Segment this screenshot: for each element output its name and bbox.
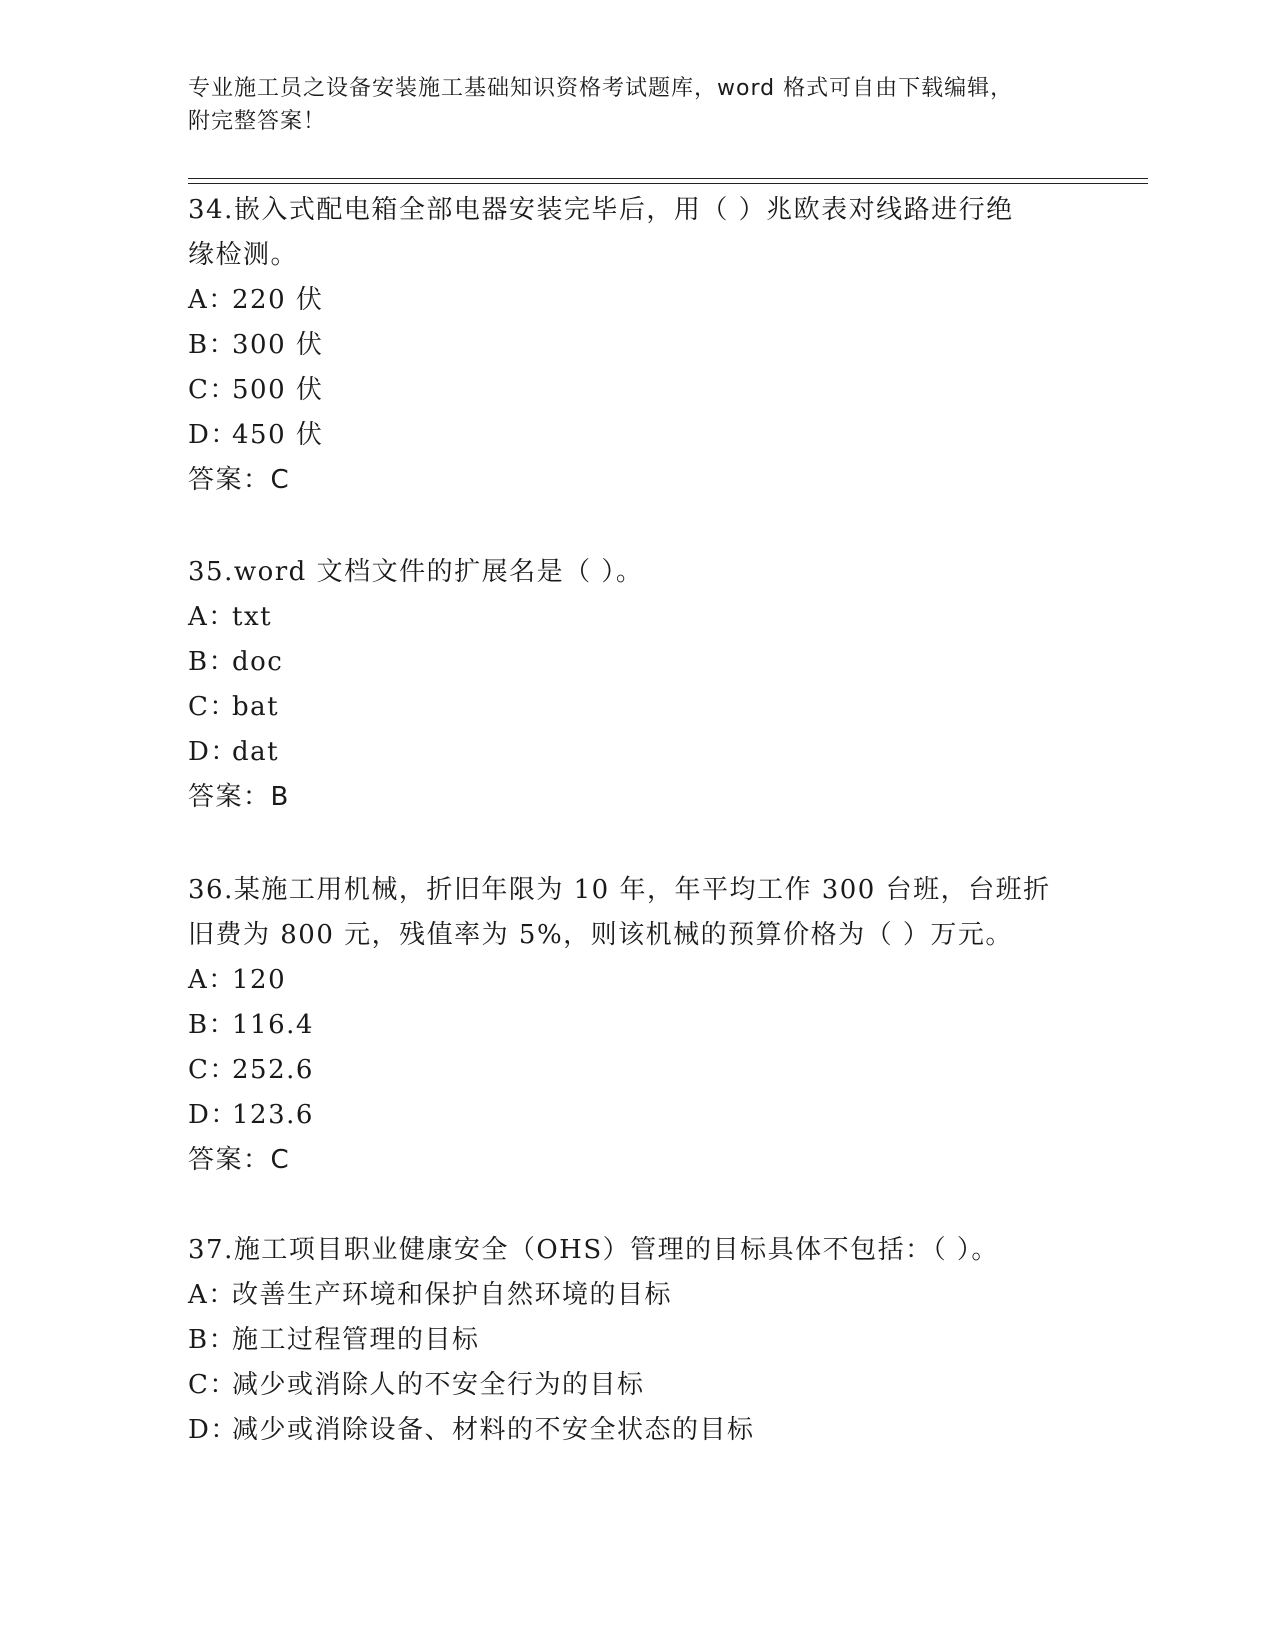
option-d <box>188 730 1068 775</box>
option-text: 252.6 <box>232 1055 314 1085</box>
option-label: C： <box>188 692 237 722</box>
option-text: 改善生产环境和保护自然环境的目标 <box>232 1280 673 1310</box>
option-label: A： <box>188 285 236 315</box>
option-text: 220 伏 <box>232 285 324 315</box>
option-text: 300 伏 <box>232 330 324 360</box>
option-text: 施工过程管理的目标 <box>232 1325 480 1355</box>
question-35 <box>188 550 1068 820</box>
option-text: 116.4 <box>232 1010 314 1040</box>
header-divider-top <box>188 178 1148 179</box>
question-stem-line-1: 36.某施工用机械，折旧年限为 10 年，年平均工作 300 台班，台班折 <box>188 875 1051 905</box>
option-text: 450 伏 <box>232 420 324 450</box>
option-text: bat <box>232 692 280 722</box>
option-text: 减少或消除设备、材料的不安全状态的目标 <box>232 1415 755 1445</box>
option-label: C： <box>188 1055 237 1085</box>
option-c <box>188 1363 1068 1408</box>
option-label: B： <box>188 1010 237 1040</box>
question-37 <box>188 1228 1068 1453</box>
option-label: B： <box>188 330 237 360</box>
question-stem-line-1: 35.word 文档文件的扩展名是（ ）。 <box>188 557 644 587</box>
option-label: D： <box>188 737 238 767</box>
question-36 <box>188 868 1068 1183</box>
document-header <box>188 72 1088 138</box>
option-b <box>188 323 1068 368</box>
option-text: 减少或消除人的不安全行为的目标 <box>232 1370 645 1400</box>
header-divider-bottom <box>188 183 1148 184</box>
option-label: D： <box>188 420 238 450</box>
option-b <box>188 640 1068 685</box>
option-text: doc <box>232 647 284 677</box>
question-stem-line-1: 34.嵌入式配电箱全部电器安装完毕后，用（ ）兆欧表对线路进行绝 <box>188 195 1014 225</box>
option-text: 120 <box>232 965 287 995</box>
option-c <box>188 685 1068 730</box>
option-d <box>188 1093 1068 1138</box>
option-text: txt <box>232 602 273 632</box>
answer-key: 答案：B <box>188 782 290 812</box>
option-c <box>188 1048 1068 1093</box>
option-label: B： <box>188 1325 237 1355</box>
option-a <box>188 278 1068 323</box>
answer-key: 答案：C <box>188 1145 291 1175</box>
option-a <box>188 595 1068 640</box>
header-line-2: 附完整答案！ <box>188 109 327 134</box>
option-text: dat <box>232 737 280 767</box>
option-d <box>188 1408 1068 1453</box>
option-label: D： <box>188 1100 238 1130</box>
option-label: C： <box>188 375 237 405</box>
option-label: B： <box>188 647 237 677</box>
option-label: A： <box>188 965 236 995</box>
question-stem-line-1: 37.施工项目职业健康安全（OHS）管理的目标具体不包括：（ ）。 <box>188 1235 999 1265</box>
question-34 <box>188 188 1068 503</box>
option-a <box>188 1273 1068 1318</box>
option-text: 123.6 <box>232 1100 314 1130</box>
option-label: C： <box>188 1370 237 1400</box>
option-b <box>188 1318 1068 1363</box>
answer-key: 答案：C <box>188 465 291 495</box>
header-line-1: 专业施工员之设备安装施工基础知识资格考试题库，word 格式可自由下载编辑， <box>188 76 1014 101</box>
question-stem-line-2: 旧费为 800 元，残值率为 5%，则该机械的预算价格为（ ）万元。 <box>188 920 1013 950</box>
question-stem-line-2: 缘检测。 <box>188 240 299 270</box>
option-a <box>188 958 1068 1003</box>
option-c <box>188 368 1068 413</box>
option-label: A： <box>188 1280 236 1310</box>
option-label: A： <box>188 602 236 632</box>
option-label: D： <box>188 1415 238 1445</box>
option-d <box>188 413 1068 458</box>
option-text: 500 伏 <box>232 375 324 405</box>
option-b <box>188 1003 1068 1048</box>
